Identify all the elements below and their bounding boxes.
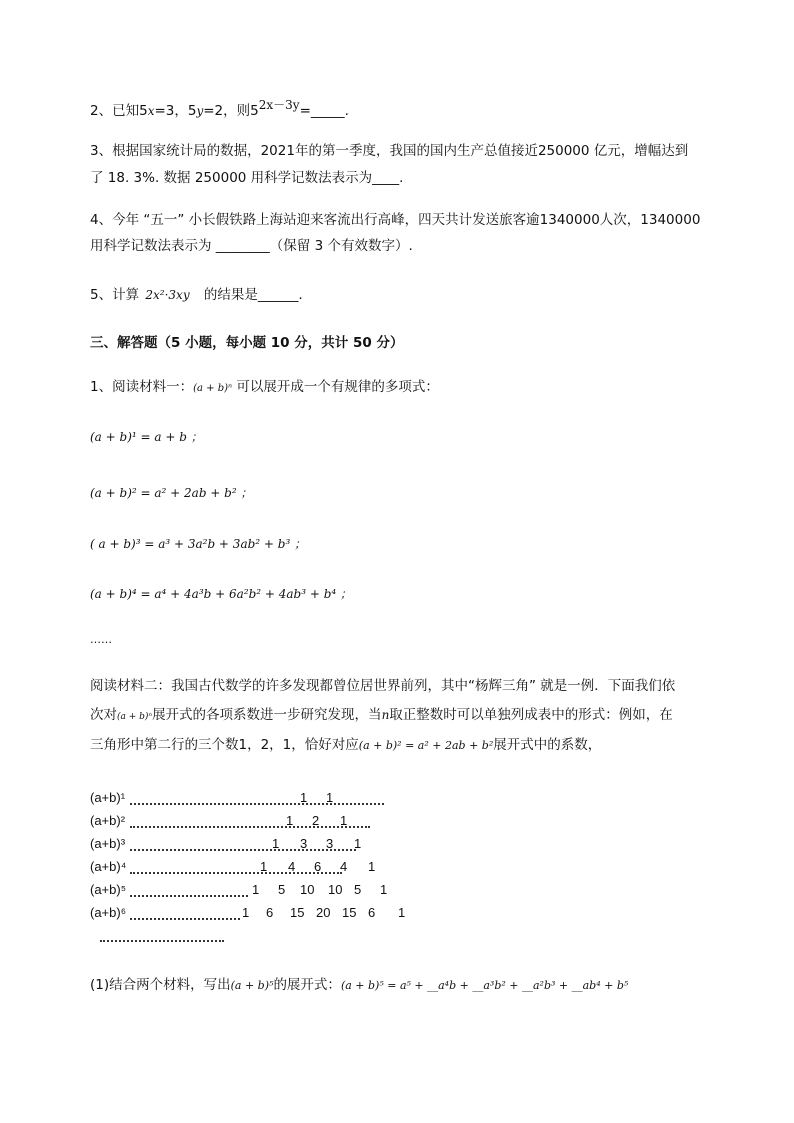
coefficient: 5 (278, 882, 286, 897)
dotted-continuation (100, 940, 224, 942)
coefficient: 1 (300, 790, 308, 805)
question-number: 2、 (90, 103, 113, 119)
variable: y (196, 104, 204, 118)
variable: n (381, 708, 390, 722)
question-text: 可以展开成一个有规律的多项式： (236, 379, 439, 395)
row-label: (a+b)⁶ (90, 905, 127, 920)
coefficient: 1 (380, 882, 388, 897)
equation-1: (a + b)¹ = a + b ； (90, 430, 203, 444)
question-text: (1)结合两个材料，写出 (90, 977, 231, 993)
coefficient: 1 (368, 859, 376, 874)
coefficient: 4 (340, 859, 348, 874)
coefficient: 2 (312, 813, 320, 828)
question-text: =2，则5 (203, 103, 259, 119)
coefficient: 4 (288, 859, 296, 874)
equation-3: ( a + b)³ = a³ + 3a²b + 3ab² + b³ ； (90, 537, 307, 551)
coefficient: 3 (326, 836, 334, 851)
dotted-leader (130, 826, 370, 828)
coefficient: 1 (398, 905, 406, 920)
coefficient: 3 (300, 836, 308, 851)
section-title: 三、解答题（5 小题，每小题 10 分，共计 50 分） (90, 335, 404, 351)
coefficient: 1 (326, 790, 334, 805)
coefficient: 6 (368, 905, 376, 920)
math-expression: (a + b)² = a² + 2ab + b² (358, 739, 494, 752)
question-3-line-1: 3、根据国家统计局的数据，2021年的第一季度，我国的国内生产总值接近250000 亿元，增幅达到 (90, 143, 689, 159)
row-label: (a+b)¹ (90, 790, 126, 805)
row-label: (a+b)³ (90, 836, 126, 851)
coefficient: 1 (340, 813, 348, 828)
question-text: 已知5 (112, 103, 148, 119)
dotted-leader (130, 895, 248, 897)
exponent: 2x－3y (258, 98, 300, 112)
coefficient: 6 (266, 905, 274, 920)
material-2-line-2 (90, 705, 673, 727)
question-4-line-2: 用科学记数法表示为 ________（保留 3 个有效数字）. (90, 238, 413, 254)
question-text: 1、阅读材料一： (90, 379, 194, 395)
coefficient: 10 (328, 882, 343, 897)
math-expression: (a + b)ⁿ (193, 383, 233, 394)
math-expression: (a + b)⁵ (230, 979, 274, 992)
coefficient: 1 (272, 836, 280, 851)
question-text: 次对 (90, 707, 117, 723)
equation-2: (a + b)² = a² + 2ab + b² ； (90, 486, 253, 500)
coefficient: 1 (354, 836, 362, 851)
coefficient: 1 (260, 859, 268, 874)
coefficient: 15 (290, 905, 305, 920)
row-label: (a+b)⁵ (90, 882, 127, 897)
question-4-line-1: 4、今年 “五一” 小长假铁路上海站迎来客流出行高峰，四天共计发送旅客逾1340000人次，1340000 (90, 212, 701, 228)
question-text: 的展开式： (273, 977, 341, 993)
sub-question-1 (90, 975, 628, 996)
material-2-line-1: 阅读材料二：我国古代数学的许多发现都曾位居世界前列，其中“杨辉三角” 就是一例．下面我们依 (90, 678, 676, 694)
question-text: =_____. (299, 103, 349, 119)
math-expression: (a + b)ⁿ (117, 712, 153, 722)
equation-4: (a + b)⁴ = a⁴ + 4a³b + 6a²b² + 4ab³ + b⁴ ； (90, 587, 353, 601)
coefficient: 1 (286, 813, 294, 828)
dotted-leader (130, 918, 240, 920)
coefficient: 1 (252, 882, 260, 897)
coefficient: 15 (342, 905, 357, 920)
question-3-line-2: 了 18. 3%. 数据 250000 用科学记数法表示为____. (90, 170, 404, 186)
row-label: (a+b)⁴ (90, 859, 127, 874)
question-text: 三角形中第二行的三个数1，2，1，恰好对应 (90, 737, 359, 753)
question-5 (90, 285, 303, 305)
material-2-line-3 (90, 735, 601, 756)
question-text: 的结果是______. (203, 287, 303, 303)
row-label: (a+b)² (90, 813, 126, 828)
coefficient: 1 (242, 905, 250, 920)
dotted-leader (130, 803, 384, 805)
coefficient: 5 (354, 882, 362, 897)
ellipsis: …… (90, 633, 112, 646)
variable: x (147, 104, 155, 118)
answer-formula: (a + b)⁵ = a⁵ + __a⁴b + __a³b² + __a²b³ + __ab⁴ + b⁵ (340, 979, 629, 992)
dotted-leader (130, 872, 342, 874)
question-text: 展开式的各项系数进一步研究发现，当 (152, 707, 382, 723)
question-2 (90, 98, 349, 121)
question-text: 展开式中的系数， (493, 737, 602, 753)
question-text: 取正整数时可以单独列成表中的形式：例如，在 (389, 707, 673, 723)
math-expression: 2x²·3xy (145, 288, 190, 302)
coefficient: 20 (316, 905, 331, 920)
question-text: 5、计算 (90, 287, 140, 303)
coefficient: 6 (314, 859, 322, 874)
dotted-leader (130, 849, 356, 851)
question-1-intro (90, 377, 439, 399)
coefficient: 10 (300, 882, 315, 897)
question-text: =3，5 (154, 103, 197, 119)
